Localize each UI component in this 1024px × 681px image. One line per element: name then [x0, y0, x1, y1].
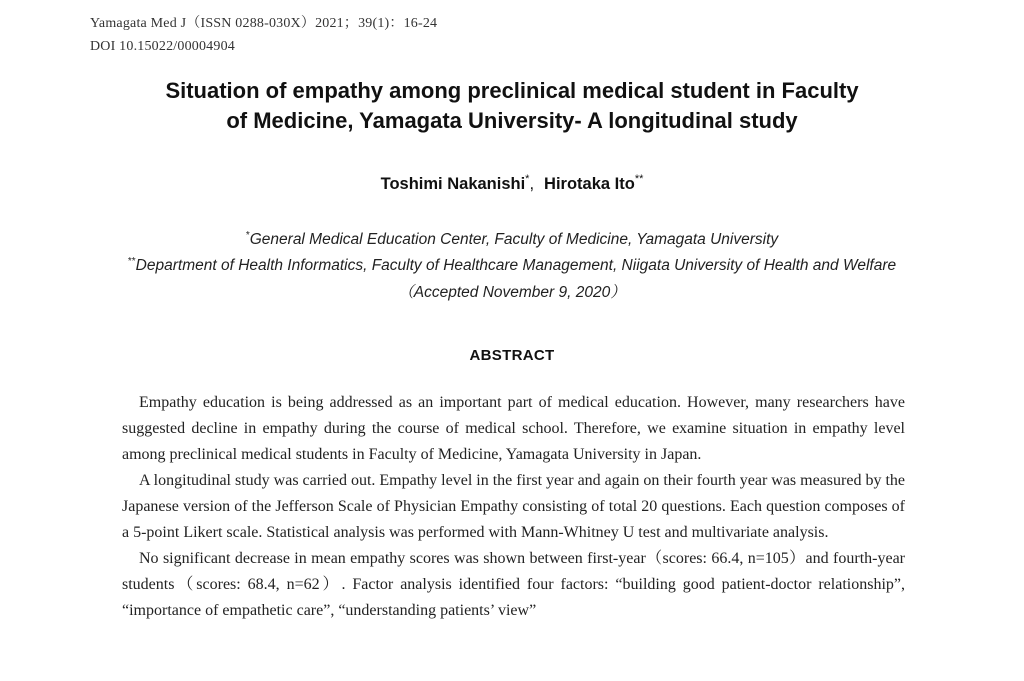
author-name: Toshimi Nakanishi: [380, 175, 526, 193]
abstract-paragraph: Empathy education is being addressed as an important part of medical education. However, many researchers have suggested decline in empathy during the course of medical school. Therefore, we examine situation in empathy level among preclinical medical students in Faculty of Medicine, Yamagata University in Japan.: [122, 394, 905, 463]
affiliation-1: [0, 230, 1024, 250]
journal-citation: Yamagata Med J（ISSN 0288-030X）2021；39(1)：16-24: [90, 16, 438, 31]
accepted-date: （Accepted November 9, 2020）: [398, 284, 626, 301]
article-title: [60, 76, 964, 136]
affiliation-mark: **: [127, 256, 136, 267]
abstract-paragraph: No significant decrease in mean empathy scores was shown between first-year（scores: 66.4, n=105）and fourth-year students（scores: 68.4, n=62）. Factor analysis identified four factors: “building good patient-doctor relationship”, “importance of empathetic care”, “understanding patients’ view”: [122, 550, 905, 619]
author-affiliation-mark: *: [525, 173, 530, 185]
affiliation-mark: *: [245, 230, 250, 241]
article-title-line-2: of Medicine, Yamagata University- A longitudinal study: [226, 108, 798, 133]
author-affiliation-mark: **: [634, 173, 644, 185]
author-name: Hirotaka Ito: [544, 175, 635, 193]
author-separator: ,: [529, 175, 535, 193]
affiliation-text: General Medical Education Center, Faculty of Medicine, Yamagata University: [249, 231, 779, 248]
author-list: [0, 173, 1024, 195]
affiliation-text: Department of Health Informatics, Faculty of Healthcare Management, Niigata University of Health and Welfare: [135, 257, 897, 274]
affiliation-2: [0, 256, 1024, 276]
article-title-line-1: Situation of empathy among preclinical medical student in Faculty: [165, 78, 859, 103]
doi-line: DOI 10.15022/00004904: [90, 39, 235, 54]
abstract-paragraph: A longitudinal study was carried out. Empathy level in the first year and again on their fourth year was measured by the Japanese version of the Jefferson Scale of Physician Empathy consisting of total 20 questions. Each question composes of a 5-point Likert scale. Statistical analysis was performed with Mann-Whitney U test and multivariate analysis.: [122, 472, 905, 541]
abstract-body: [122, 390, 905, 624]
abstract-heading: ABSTRACT: [469, 347, 555, 364]
